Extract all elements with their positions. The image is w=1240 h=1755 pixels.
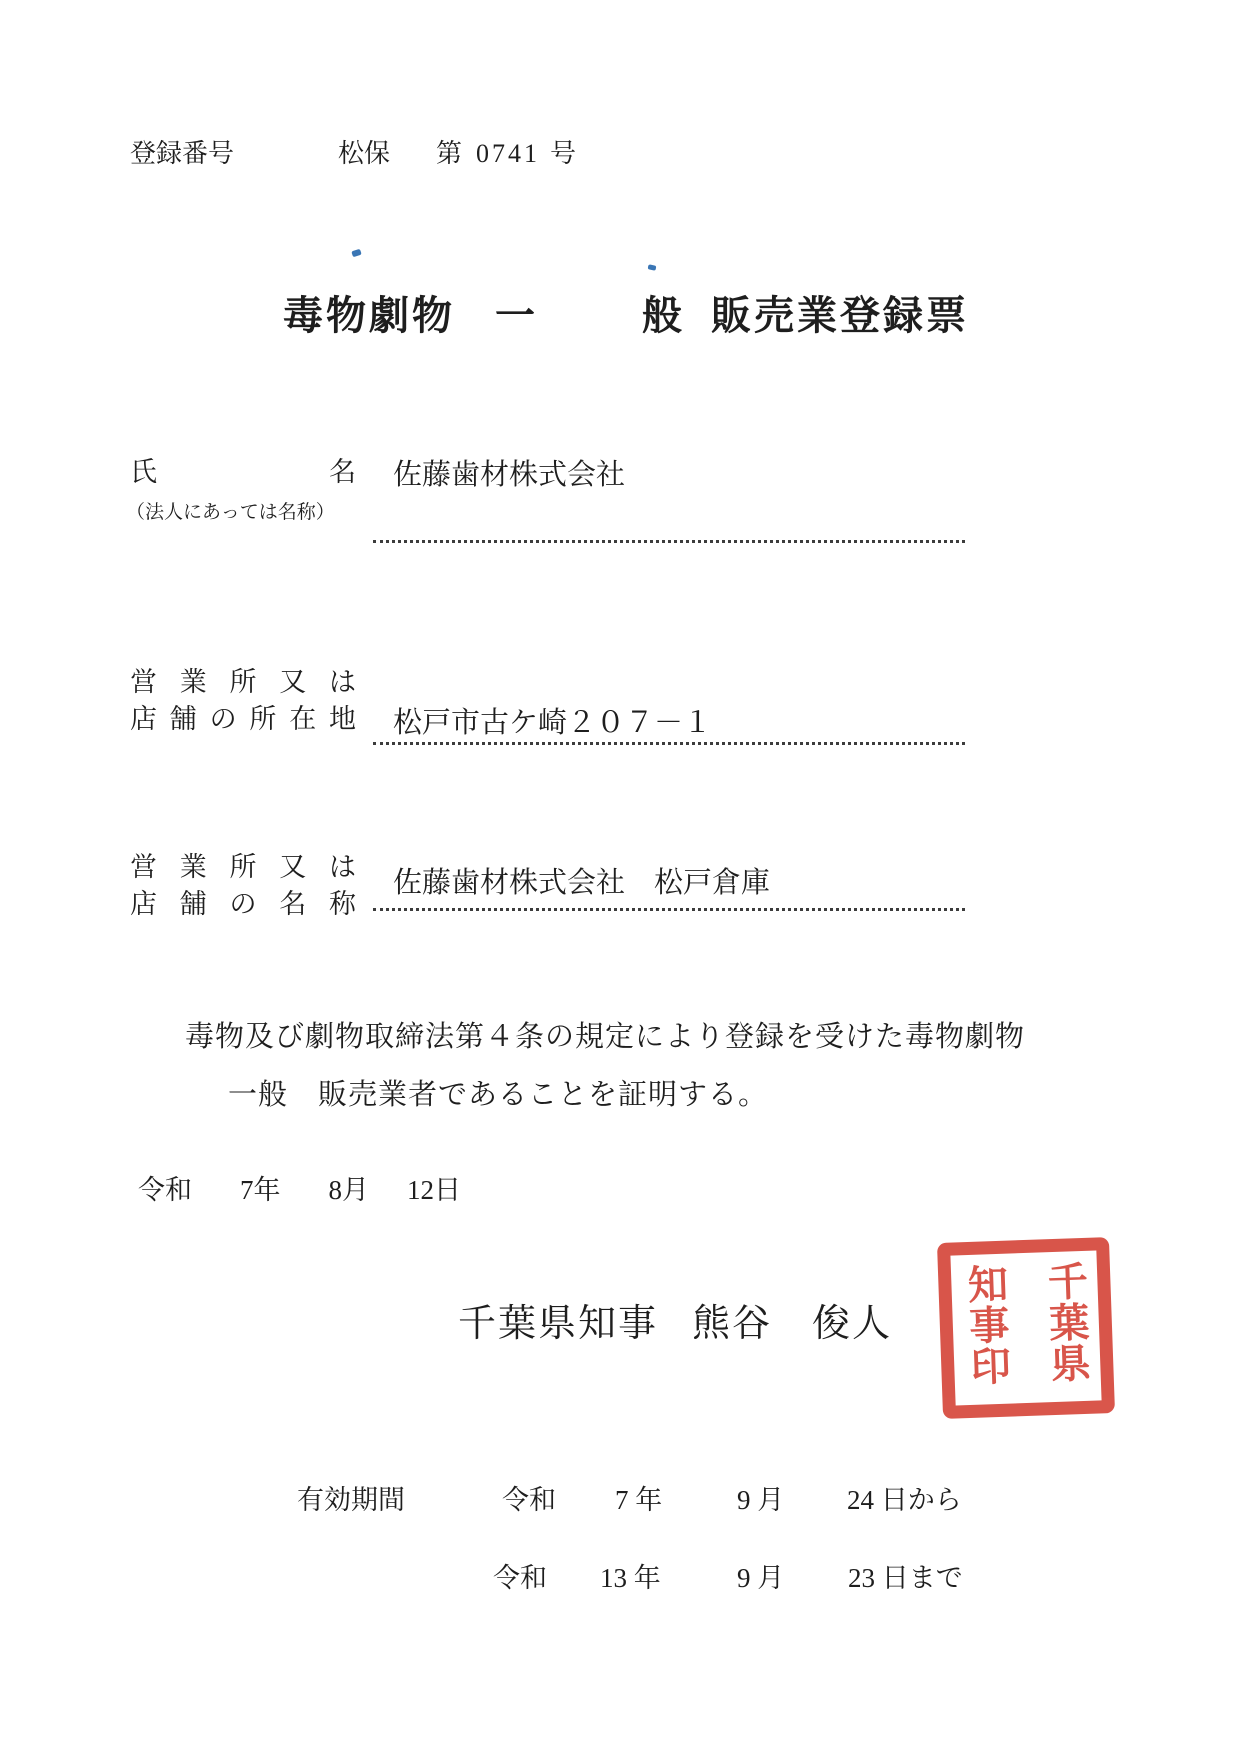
validity-from-era: 令和 bbox=[502, 1485, 556, 1515]
registration-office: 松保 bbox=[338, 139, 391, 168]
issue-date-month: 8月 bbox=[328, 1175, 369, 1205]
validity-label: 有効期間 bbox=[297, 1485, 405, 1515]
name-field-label: 氏名 bbox=[130, 457, 356, 487]
document-title bbox=[283, 284, 969, 341]
validity-to-day: 23 日まで bbox=[848, 1563, 963, 1593]
governor-name: 熊谷 俊人 bbox=[692, 1303, 893, 1345]
validity-from-month: 9 月 bbox=[737, 1485, 785, 1515]
dotted-underline bbox=[373, 540, 965, 543]
shopname-field-label-line1: 営業所又は bbox=[130, 852, 356, 882]
registration-number-prefix: 第 bbox=[436, 139, 463, 168]
registration-number-line bbox=[130, 133, 576, 170]
validity-to-year: 13 年 bbox=[600, 1563, 661, 1593]
title-part-sales-registration: 販売業登録票 bbox=[711, 293, 969, 338]
validity-from-day: 24 日から bbox=[847, 1485, 962, 1515]
signature-line bbox=[458, 1292, 892, 1347]
shopname-field-label-line2: 店舗の名称 bbox=[130, 889, 356, 919]
address-field-label-line2: 店舗の所在地 bbox=[130, 704, 356, 734]
validity-from-year: 7 年 bbox=[615, 1485, 663, 1515]
validity-to-era: 令和 bbox=[493, 1563, 547, 1593]
issue-date-day: 12日 bbox=[407, 1175, 461, 1205]
title-part-substances: 毒物劇物 bbox=[283, 293, 455, 338]
scan-artifact bbox=[351, 249, 361, 257]
issue-date-year: 7年 bbox=[240, 1175, 281, 1205]
official-seal bbox=[937, 1237, 1115, 1419]
dotted-underline bbox=[373, 742, 965, 745]
certification-statement-line1: 毒物及び劇物取締法第４条の規定により登録を受けた毒物劇物 bbox=[185, 1021, 1026, 1053]
name-field-sublabel: （法人にあっては名称） bbox=[126, 502, 335, 523]
title-part-ichi: 一 bbox=[495, 293, 538, 338]
governor-title: 千葉県知事 bbox=[458, 1303, 659, 1345]
registration-number: 0741 bbox=[476, 139, 541, 168]
name-field-value: 佐藤歯材株式会社 bbox=[393, 459, 626, 491]
shopname-field-value: 佐藤歯材株式会社 松戸倉庫 bbox=[393, 867, 771, 899]
seal-column-right: 千葉県 bbox=[1041, 1259, 1091, 1385]
issue-date bbox=[138, 1168, 461, 1207]
issue-date-era: 令和 bbox=[138, 1175, 192, 1205]
seal-column-left: 知事印 bbox=[961, 1262, 1011, 1388]
address-field-value: 松戸市古ケ崎２０７－１ bbox=[393, 707, 713, 739]
registration-number-label: 登録番号 bbox=[130, 139, 235, 168]
validity-to-month: 9 月 bbox=[737, 1563, 785, 1593]
validity-from-line bbox=[297, 1478, 1057, 1514]
address-field-label-line1: 営業所又は bbox=[130, 667, 356, 697]
registration-number-suffix: 号 bbox=[550, 139, 577, 168]
title-part-pan: 般 bbox=[642, 293, 685, 338]
dotted-underline bbox=[373, 908, 965, 911]
validity-to-line bbox=[297, 1556, 1057, 1592]
certification-statement-line2: 一般 販売業者であることを証明する。 bbox=[228, 1079, 769, 1111]
scan-artifact bbox=[648, 264, 657, 271]
